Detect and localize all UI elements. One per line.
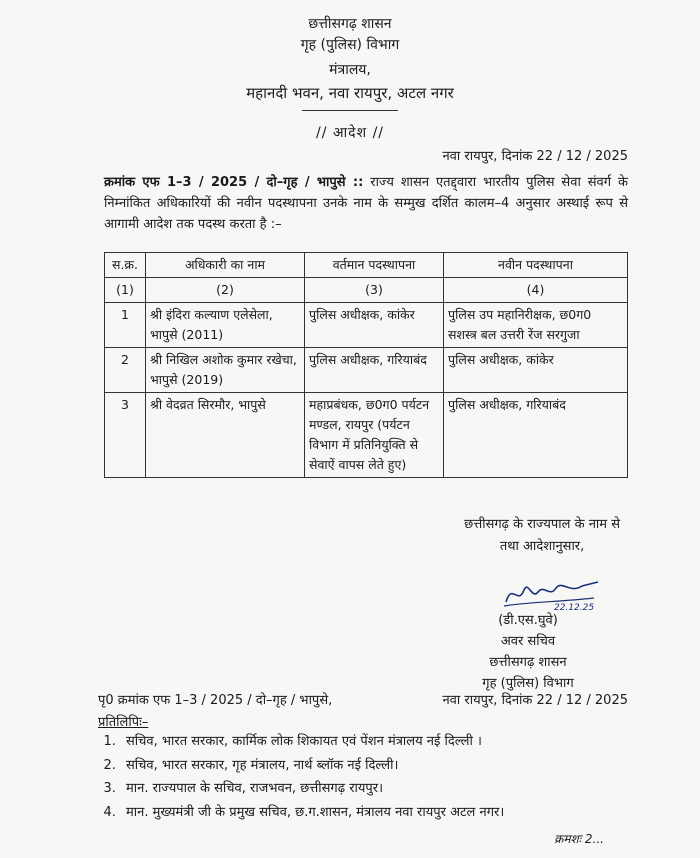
col-number-row xyxy=(105,278,628,303)
order-place-date: नवा रायपुर, दिनांक 22 / 12 / 2025 xyxy=(442,149,628,164)
table-row xyxy=(105,303,628,348)
cell-current-posting: पुलिस अधीक्षक, गरियाबंद xyxy=(305,348,444,393)
col-header-name: अधिकारी का नाम xyxy=(146,253,305,278)
table-row xyxy=(105,393,628,478)
cell-current-posting: पुलिस अधीक्षक, कांकेर xyxy=(305,303,444,348)
list-item: 4. मान. मुख्यमंत्री जी के प्रमुख सचिव, छ.ग.शासन, मंत्रालय नवा रायपुर अटल नगर। xyxy=(120,801,640,825)
col-header-new: नवीन पदस्थापना xyxy=(444,253,628,278)
posting-table xyxy=(104,252,628,478)
endorsement-place-date: नवा रायपुर, दिनांक 22 / 12 / 2025 xyxy=(442,693,628,708)
signatory-dept: गृह (पुलिस) विभाग xyxy=(482,676,574,691)
endorsement-number: पृ0 क्रमांक एफ 1–3 / 2025 / दो–गृह / भापुसे, xyxy=(98,693,333,708)
col-header-current: वर्तमान पदस्थापना xyxy=(305,253,444,278)
table-header-row xyxy=(105,253,628,278)
cell-new-posting: पुलिस उप महानिरीक्षक, छ0ग0 सशस्त्र बल उत्तरी रेंज सरगुजा xyxy=(444,303,628,348)
address-line: महानदी भवन, नवा रायपुर, अटल नगर xyxy=(246,84,454,102)
signatory-govt: छत्तीसगढ़ शासन xyxy=(489,655,567,670)
cell-name: श्री इंदिरा कल्याण एलेसेला, भापुसे (2011) xyxy=(146,303,305,348)
authority-line-1: छत्तीसगढ़ के राज्यपाल के नाम से xyxy=(464,517,620,532)
cell-sno: 3 xyxy=(105,393,146,478)
department-name: गृह (पुलिस) विभाग xyxy=(300,37,400,53)
col-header-sno: स.क्र. xyxy=(105,253,146,278)
list-item: 1. सचिव, भारत सरकार, कार्मिक लोक शिकायत एवं पेंशन मंत्रालय नई दिल्ली । xyxy=(120,730,640,754)
cell-name: श्री वेदव्रत सिरमौर, भापुसे xyxy=(146,393,305,478)
col-number: (1) xyxy=(105,278,146,303)
list-item: 2. सचिव, भारत सरकार, गृह मंत्रालय, नार्थ ब्लॉक नई दिल्ली। xyxy=(120,754,640,778)
list-item: 3. मान. राज्यपाल के सचिव, राजभवन, छत्तीसगढ़ रायपुर। xyxy=(120,777,640,801)
signature-date: 22.12.25 xyxy=(554,603,595,612)
cell-current-posting: महाप्रबंधक, छ0ग0 पर्यटन मण्डल, रायपुर (पर्यटन विभाग में प्रतिनियुक्ति से सेवाऐं वापस लेते हुए) xyxy=(305,393,444,478)
header-divider xyxy=(302,110,398,111)
copy-list xyxy=(98,730,640,824)
col-number: (2) xyxy=(146,278,305,303)
signature-mark xyxy=(498,572,608,612)
signatory-name: (डी.एस.घुवे) xyxy=(498,613,558,628)
col-number: (3) xyxy=(305,278,444,303)
order-paragraph xyxy=(104,172,628,235)
order-number: क्रमांक एफ 1–3 / 2025 / दो–गृह / भापुसे :: xyxy=(104,175,364,190)
cell-new-posting: पुलिस अधीक्षक, कांकेर xyxy=(444,348,628,393)
order-body: राज्य शासन एतद्द्वारा भारतीय पुलिस सेवा संवर्ग के निम्नांकित अधिकारियों की नवीन पदस्थापना उनके नाम के सम्मुख दर्शित कालम–4 अनुसार अस्थाई रूप से आगामी आदेश तक पदस्थ करता है :– xyxy=(104,175,628,232)
continued-label: क्रमशः 2... xyxy=(554,832,604,846)
signatory-designation: अवर सचिव xyxy=(500,634,556,649)
cell-new-posting: पुलिस अधीक्षक, गरियाबंद xyxy=(444,393,628,478)
cell-sno: 1 xyxy=(105,303,146,348)
authority-block xyxy=(464,514,620,558)
col-number: (4) xyxy=(444,278,628,303)
order-title: // आदेश // xyxy=(315,125,385,141)
cell-name: श्री निखिल अशोक कुमार रखेचा, भापुसे (2019) xyxy=(146,348,305,393)
table-row xyxy=(105,348,628,393)
cell-sno: 2 xyxy=(105,348,146,393)
copy-to-title: प्रतिलिपिः– xyxy=(98,715,149,730)
govt-name: छत्तीसगढ़ शासन xyxy=(308,16,392,32)
signatory-block xyxy=(448,610,608,694)
authority-line-2: तथा आदेशानुसार, xyxy=(499,539,585,554)
ministry-label: मंत्रालय, xyxy=(329,62,371,78)
